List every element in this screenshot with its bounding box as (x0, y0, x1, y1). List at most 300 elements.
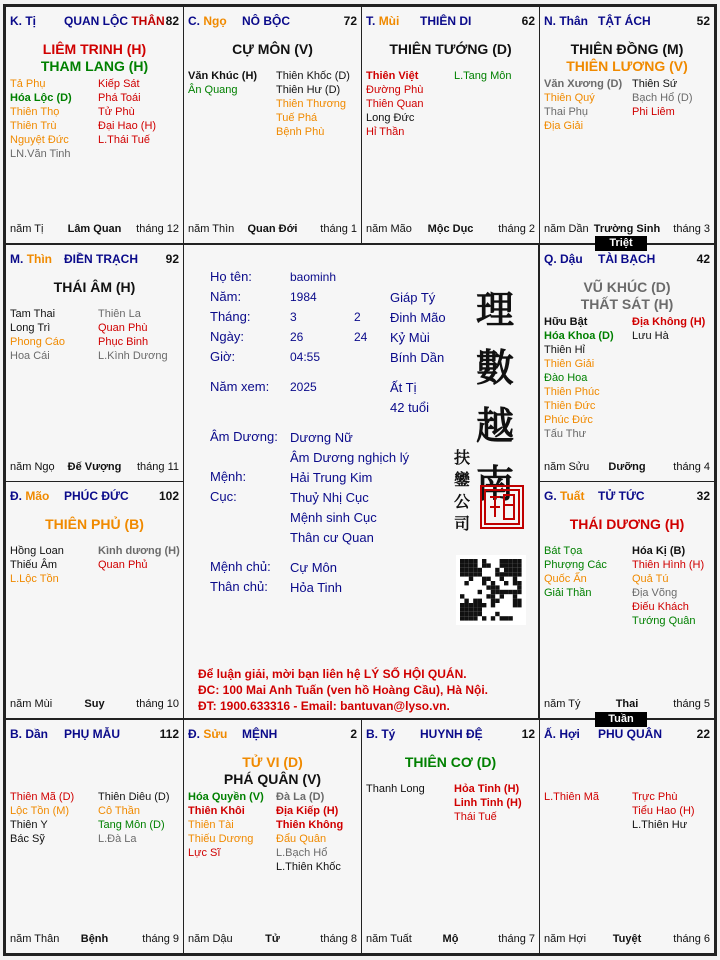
minor-star: L.Kình Dương (98, 350, 168, 362)
palace-age: 2 (350, 727, 357, 741)
minor-star: Quốc Ấn (544, 573, 587, 585)
palace-age: 112 (159, 727, 179, 741)
minor-star: Đà La (D) (276, 791, 325, 803)
palace-stem: B. (366, 727, 378, 741)
menh-chu-value: Cự Môn (290, 560, 337, 575)
palace-header (544, 727, 710, 743)
main-star: THAM LANG (H) (40, 58, 149, 74)
minor-stars-left (10, 307, 65, 363)
minor-stars-right (454, 69, 511, 83)
minor-stars-left (366, 69, 423, 139)
palace-ti (361, 719, 540, 954)
minor-stars-right (632, 77, 693, 119)
footer-month: tháng 3 (673, 223, 710, 235)
minor-stars-left (188, 790, 264, 860)
minor-star: Hóa Lộc (D) (10, 92, 72, 104)
minor-star: LN.Văn Tinh (10, 148, 71, 160)
palace-label: TÀI BẠCH (598, 252, 656, 266)
palace-footer (10, 461, 179, 475)
palace-age: 42 (696, 252, 710, 266)
palace-name (420, 727, 483, 741)
cuc-value: Thuỷ Nhị Cục (290, 490, 369, 505)
palace-age: 52 (696, 14, 710, 28)
am-duong-label: Âm Dương: (210, 429, 278, 444)
minor-star: Thiếu Dương (188, 833, 254, 845)
qr-code-icon[interactable] (456, 555, 526, 625)
palace-stem: K. (10, 14, 22, 28)
palace-branch: Tý (381, 727, 396, 741)
minor-star: Phi Liêm (632, 106, 675, 118)
year-value: 1984 (290, 290, 317, 304)
footer-year: năm Mùi (10, 698, 53, 710)
footer-year: năm Dần (544, 223, 589, 235)
palace-label: TẬT ÁCH (598, 14, 651, 28)
minor-star: Hóa Khoa (D) (544, 330, 614, 342)
palace-branch: Hợi (559, 727, 580, 741)
palace-name (598, 727, 662, 741)
year-canchi: Giáp Tý (390, 290, 436, 305)
name-label: Họ tên: (210, 269, 252, 284)
palace-footer (188, 933, 357, 947)
minor-star: Tả Phụ (10, 78, 46, 90)
palace-branch: Ngọ (203, 14, 227, 28)
minor-star: Đẩu Quân (276, 833, 327, 845)
palace-age: 72 (343, 14, 357, 28)
footer-month: tháng 5 (673, 698, 710, 710)
palace-name (598, 14, 651, 28)
minor-stars-left (10, 790, 74, 846)
palace-name (64, 252, 138, 266)
month-canchi: Đinh Mão (390, 310, 446, 325)
footer-longevity: Mộc Dục (427, 223, 474, 235)
minor-star: Hồng Loan (10, 545, 64, 557)
main-star: CỰ MÔN (V) (232, 41, 313, 57)
palace-label: PHU QUÂN (598, 727, 663, 741)
minor-star: Thiên Sứ (632, 78, 678, 90)
minor-star: Văn Xương (D) (544, 78, 623, 90)
palace-mao (5, 481, 184, 719)
main-stars (540, 516, 714, 533)
palace-suu (183, 719, 362, 954)
palace-header (544, 489, 710, 505)
palace-header (10, 252, 179, 268)
minor-star: Địa Không (H) (632, 316, 706, 328)
footer-year: năm Hợi (544, 933, 587, 945)
footer-month: tháng 7 (498, 933, 535, 945)
palace-label: PHÚC ĐỨC (64, 489, 129, 503)
footer-longevity: Bệnh (80, 933, 109, 945)
year-label: Năm: (210, 289, 242, 304)
palace-header (544, 252, 710, 268)
minor-star: Hóa Quyền (V) (188, 791, 264, 803)
footer-month: tháng 9 (142, 933, 179, 945)
footer-year: năm Dậu (188, 933, 233, 945)
palace-footer (544, 223, 710, 237)
palace-footer (366, 223, 535, 237)
palace-branch: Thìn (26, 252, 53, 266)
minor-star: Bát Tọa (544, 545, 583, 557)
minor-star: Thiếu Âm (10, 559, 58, 571)
main-star: THIÊN CƠ (D) (404, 754, 497, 770)
palace-name (64, 727, 120, 741)
contact-line-1: Để luận giải, mời bạn liên hệ LÝ SỐ HỘI QUÁN. (198, 667, 467, 681)
palace-stem: Q. (544, 252, 557, 266)
palace-header (10, 489, 179, 505)
palace-than (539, 6, 715, 244)
footer-longevity: Tử (265, 933, 280, 945)
palace-header (10, 14, 179, 30)
minor-star: Tam Thai (10, 308, 56, 320)
contact-address: ĐC: 100 Mai Anh Tuấn (ven hồ Hoàng Cầu), Hà Nội. (198, 683, 489, 697)
minor-stars-right (632, 315, 705, 343)
minor-star: Thiên La (98, 308, 141, 320)
minor-star: Lực Sĩ (188, 847, 221, 859)
minor-star: Phong Cáo (10, 336, 66, 348)
palace-stem: N. (544, 14, 556, 28)
minor-star: Thiên Hỉ (544, 344, 585, 356)
red-seal-stamp (480, 485, 524, 529)
main-stars (540, 279, 714, 313)
main-stars (362, 754, 539, 771)
minor-star: Hỏa Tinh (H) (454, 783, 520, 795)
footer-month: tháng 8 (320, 933, 357, 945)
minor-star: Thiên Việt (366, 70, 419, 82)
hour-value: 04:55 (290, 350, 321, 364)
palace-name (242, 727, 277, 741)
footer-month: tháng 2 (498, 223, 535, 235)
palace-branch: Sửu (203, 727, 228, 741)
footer-year: năm Tị (10, 223, 44, 235)
minor-star: L.Tang Môn (454, 70, 512, 82)
minor-star: Thiên Hư (D) (276, 84, 341, 96)
cjk-side-1: 扶 (454, 448, 471, 467)
palace-branch: Tị (25, 14, 37, 28)
main-stars (362, 41, 539, 58)
minor-star: Phượng Các (544, 559, 607, 571)
footer-longevity: Tuyệt (612, 933, 642, 945)
palace-ty (5, 6, 184, 244)
minor-star: Lưu Hà (632, 330, 669, 342)
footer-year: năm Mão (366, 223, 412, 235)
palace-stem: Đ. (10, 489, 22, 503)
minor-star: Thiên Quan (366, 98, 424, 110)
palace-age: 22 (696, 727, 710, 741)
footer-year: năm Tý (544, 698, 581, 710)
minor-star: Thiên Thương (276, 98, 347, 110)
minor-stars-right (98, 307, 168, 363)
am-duong-note: Âm Dương nghịch lý (290, 450, 410, 465)
palace-label: QUAN LỘC (64, 14, 128, 28)
palace-stem: C. (188, 14, 200, 28)
palace-footer (366, 933, 535, 947)
palace-name (64, 14, 165, 28)
minor-star: Phúc Đức (544, 414, 593, 426)
palace-label: ĐIỀN TRẠCH (64, 252, 138, 266)
palace-label: THIÊN DI (420, 14, 472, 28)
minor-stars-right (98, 77, 156, 147)
footer-year: năm Thân (10, 933, 60, 945)
hour-canchi: Bính Dần (390, 350, 445, 365)
hour-label: Giờ: (210, 349, 236, 364)
minor-star: Đường Phù (366, 84, 424, 96)
minor-star: Thiên Y (10, 819, 48, 831)
palace-header (188, 14, 357, 30)
center-info-panel (183, 244, 539, 719)
palace-branch: Dậu (560, 252, 583, 266)
minor-star: Địa Giải (544, 120, 584, 132)
palace-branch: Mão (25, 489, 50, 503)
tuan-badge: Tuần (595, 712, 647, 727)
footer-longevity: Suy (84, 698, 105, 710)
than-chu-value: Hỏa Tinh (290, 580, 343, 595)
palace-footer (544, 461, 710, 475)
minor-star: Cô Thần (98, 805, 140, 817)
minor-star: Bác Sỹ (10, 833, 45, 845)
tu-vi-chart (3, 4, 717, 956)
minor-star: Tấu Thư (544, 428, 587, 440)
footer-month: tháng 12 (136, 223, 179, 235)
palace-label: NÔ BỘC (242, 14, 290, 28)
footer-month: tháng 10 (136, 698, 179, 710)
cjk-title-1: 理 (476, 287, 515, 332)
minor-stars-left (366, 782, 425, 796)
palace-label: HUYNH ĐỆ (420, 727, 483, 741)
minor-stars-left (544, 790, 599, 804)
day-lunar: 24 (354, 330, 368, 344)
minor-star: Thiên Trù (10, 120, 57, 132)
minor-star: Quả Tú (632, 573, 669, 585)
palace-age: 102 (158, 489, 179, 503)
minor-star: Đào Hoa (544, 372, 588, 384)
palace-stem: M. (10, 252, 24, 266)
palace-age: 82 (165, 14, 179, 28)
palace-header (366, 14, 535, 30)
palace-header (366, 727, 535, 743)
cjk-side-2: 鑾 (454, 470, 471, 489)
than-chu-label: Thân chủ: (210, 579, 268, 594)
footer-longevity: Dưỡng (608, 461, 646, 473)
menh-chu-label: Mệnh chủ: (210, 559, 271, 574)
age-value: 42 tuổi (390, 400, 430, 415)
minor-star: Linh Tinh (H) (454, 797, 522, 809)
main-star: PHÁ QUÂN (V) (223, 771, 322, 787)
palace-header (188, 727, 357, 743)
month-label: Tháng: (210, 309, 251, 324)
palace-stem: T. (366, 14, 376, 28)
minor-stars-left (544, 77, 622, 133)
palace-name (64, 489, 129, 503)
minor-star: L.Thái Tuế (98, 134, 150, 146)
minor-star: L.Thiên Mã (544, 791, 600, 803)
minor-star: Địa Kiếp (H) (276, 805, 339, 817)
minor-stars-right (98, 544, 180, 572)
palace-footer (10, 698, 179, 712)
footer-longevity: Đế Vượng (67, 461, 122, 473)
main-stars (6, 279, 183, 296)
minor-star: Long Đức (366, 112, 415, 124)
minor-star: Phục Binh (98, 336, 149, 348)
minor-stars-left (10, 544, 64, 586)
month-solar: 3 (290, 310, 297, 324)
minor-star: Thanh Long (366, 783, 425, 795)
palace-age: 62 (521, 14, 535, 28)
palace-stem: G. (544, 489, 557, 503)
footer-month: tháng 4 (673, 461, 710, 473)
minor-star: Thiên Diêu (D) (98, 791, 170, 803)
minor-star: Trực Phù (632, 791, 678, 803)
minor-star: Quan Phù (98, 322, 148, 334)
day-solar: 26 (290, 330, 304, 344)
cjk-side-4: 司 (454, 514, 471, 533)
day-canchi: Kỷ Mùi (390, 330, 430, 345)
palace-label: PHỤ MẪU (64, 727, 120, 741)
minor-stars-left (188, 69, 257, 97)
view-year-canchi: Ất Tị (390, 380, 417, 395)
palace-name (598, 489, 645, 503)
palace-hoi (539, 719, 715, 954)
minor-star: Ân Quang (188, 84, 238, 96)
view-year-label: Năm xem: (210, 379, 270, 394)
triet-badge: Triệt (595, 236, 647, 251)
footer-year: năm Thìn (188, 223, 235, 235)
minor-star: Tiểu Hao (H) (632, 805, 695, 817)
minor-star: Thiên Giải (544, 358, 595, 370)
minor-star: Địa Võng (632, 587, 678, 599)
palace-footer (10, 933, 179, 947)
minor-star: L.Bạch Hổ (276, 847, 328, 859)
minor-star: Thiên Đức (544, 400, 596, 412)
minor-star: Hỉ Thần (366, 126, 405, 138)
minor-star: Điếu Khách (632, 601, 689, 613)
main-star: LIÊM TRINH (H) (42, 41, 147, 57)
footer-longevity: Trường Sinh (593, 223, 661, 235)
palace-dan (5, 719, 184, 954)
main-stars (184, 754, 361, 788)
palace-branch: Dần (25, 727, 49, 741)
minor-star: Quan Phủ (98, 559, 148, 571)
month-lunar: 2 (354, 310, 361, 324)
minor-star: Thiên Khốc (D) (276, 70, 350, 82)
palace-footer (544, 698, 710, 712)
palace-footer (10, 223, 179, 237)
minor-star: Thiên Không (276, 819, 344, 831)
main-star: THIÊN PHỦ (B) (45, 516, 144, 532)
minor-star: Kình dương (H) (98, 545, 180, 557)
main-star: THẤT SÁT (H) (580, 296, 674, 312)
minor-star: Thiên Khôi (188, 805, 245, 817)
minor-stars-left (10, 77, 72, 161)
footer-longevity: Lâm Quan (67, 223, 122, 235)
palace-header (10, 727, 179, 743)
cjk-title-2: 數 (476, 345, 515, 390)
minor-star: Tuế Phá (276, 112, 318, 124)
palace-label: TỬ TỨC (598, 489, 645, 503)
minor-star: Bạch Hổ (D) (632, 92, 693, 104)
minor-stars-right (632, 544, 704, 628)
minor-star: Giải Thần (544, 587, 592, 599)
than-marker: THÂN (131, 14, 165, 28)
palace-ngo (183, 6, 362, 244)
palace-age: 92 (165, 252, 179, 266)
minor-star: Đại Hao (H) (98, 120, 157, 132)
than-cu: Thân cư Quan (290, 530, 374, 545)
main-star: TỬ VI (D) (242, 754, 303, 770)
palace-stem: Ấ. (544, 727, 556, 741)
minor-star: Kiếp Sát (98, 78, 140, 90)
minor-stars-right (454, 782, 522, 824)
palace-name (598, 252, 655, 266)
minor-stars-right (276, 69, 350, 139)
footer-year: năm Ngọ (10, 461, 55, 473)
minor-star: L.Thiên Hư (632, 819, 688, 831)
cjk-side-3: 公 (454, 492, 471, 511)
minor-star: Hóa Kị (B) (632, 545, 686, 557)
palace-footer (188, 223, 357, 237)
cjk-title-3: 越 (476, 403, 515, 448)
cuc-relation: Mệnh sinh Cục (290, 510, 377, 525)
minor-star: L.Lộc Tồn (10, 573, 59, 585)
footer-longevity: Thai (615, 698, 639, 710)
minor-star: Long Trì (10, 322, 51, 334)
footer-month: tháng 6 (673, 933, 710, 945)
palace-age: 32 (696, 489, 710, 503)
minor-star: Thiên Quý (544, 92, 595, 104)
footer-year: năm Tuất (366, 933, 412, 945)
minor-star: Thiên Phúc (544, 386, 600, 398)
main-star: THÁI DƯƠNG (H) (569, 516, 685, 532)
minor-star: Thái Tuế (454, 811, 497, 823)
palace-branch: Mùi (378, 14, 400, 28)
palace-age: 12 (521, 727, 535, 741)
footer-year: năm Sửu (544, 461, 590, 473)
cuc-label: Cục: (210, 489, 237, 504)
palace-thin (5, 244, 184, 482)
minor-star: Phá Toái (98, 92, 141, 104)
name-value: baominh (290, 270, 337, 284)
palace-dau (539, 244, 715, 482)
palace-label: MỆNH (242, 727, 278, 741)
view-year-value: 2025 (290, 380, 317, 394)
minor-star: Tướng Quân (632, 615, 696, 627)
palace-branch: Thân (559, 14, 589, 28)
palace-mui (361, 6, 540, 244)
footer-month: tháng 1 (320, 223, 357, 235)
contact-phone-email: ĐT: 1900.633316 - Email: bantuvan@lyso.vn. (198, 699, 450, 713)
menh-label: Mệnh: (210, 469, 247, 484)
minor-star: Thiên Mã (D) (10, 791, 75, 803)
minor-star: L.Thiên Khốc (276, 861, 341, 873)
minor-star: L.Đà La (98, 833, 137, 845)
minor-stars-right (632, 790, 695, 832)
main-star: THÁI ÂM (H) (53, 279, 136, 295)
minor-star: Thai Phụ (544, 106, 589, 118)
minor-star: Văn Khúc (H) (188, 70, 258, 82)
minor-stars-right (276, 790, 343, 874)
palace-header (544, 14, 710, 30)
main-star: VŨ KHÚC (D) (583, 279, 671, 295)
minor-star: Thiên Thọ (10, 106, 60, 118)
footer-longevity: Mộ (442, 933, 459, 945)
palace-name (420, 14, 471, 28)
minor-star: Lộc Tồn (M) (10, 805, 70, 817)
menh-value: Hải Trung Kim (290, 470, 373, 485)
palace-footer (544, 933, 710, 947)
main-stars (184, 41, 361, 58)
minor-star: Thiên Hình (H) (632, 559, 705, 571)
footer-month: tháng 11 (136, 461, 179, 473)
palace-tuat (539, 481, 715, 719)
minor-star: Thiên Tài (188, 819, 234, 831)
